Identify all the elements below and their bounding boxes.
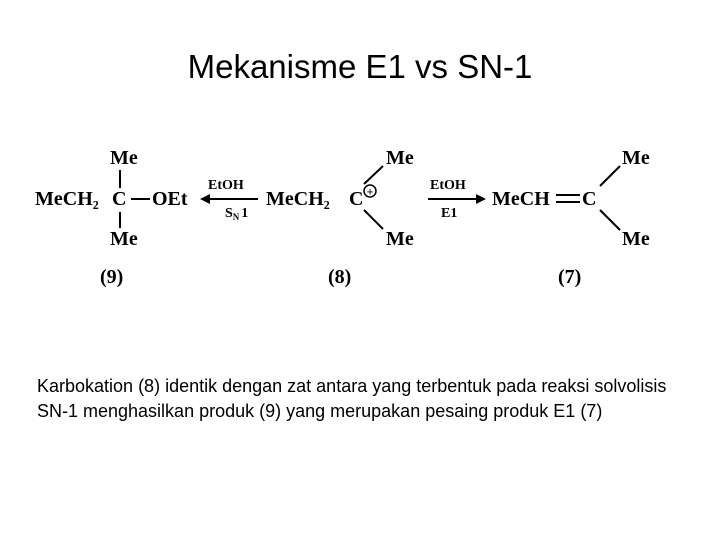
compound-7-upper-me: Me <box>622 147 650 169</box>
compound-9-center-atom: C <box>112 188 127 210</box>
compound-8-lower-bond <box>364 210 383 229</box>
arrow-e1 <box>428 178 486 221</box>
arrow-sn1-condition-n: N <box>232 212 240 222</box>
compound-7-label: (7) <box>558 266 582 288</box>
compound-7-lower-me: Me <box>622 228 650 250</box>
compound-9-bottom-me: Me <box>110 228 138 250</box>
compound-7-center-atom: C <box>582 188 597 210</box>
compound-9-label: (9) <box>100 266 124 288</box>
compound-7 <box>492 147 650 288</box>
arrow-e1-condition: E1 <box>441 206 458 221</box>
arrow-sn1-head <box>200 194 210 204</box>
compound-8-upper-me: Me <box>386 147 414 169</box>
compound-9-left-group: MeCH₂ <box>35 188 99 210</box>
compound-7-lower-bond <box>600 210 620 230</box>
reaction-scheme <box>0 130 720 300</box>
compound-9-right-group: OEt <box>152 188 188 210</box>
compound-7-left-group: MeCH <box>492 188 550 210</box>
slide-title: Mekanisme E1 vs SN-1 <box>187 48 533 85</box>
arrow-sn1-reagent: EtOH <box>208 178 244 193</box>
compound-7-upper-bond <box>600 166 620 186</box>
compound-8-label: (8) <box>328 266 352 288</box>
compound-8-lower-me: Me <box>386 228 414 250</box>
compound-8 <box>266 147 414 288</box>
compound-8-left-group: MeCH₂ <box>266 188 330 210</box>
caption: Karbokation (8) identik dengan zat antara yang terbentuk pada reaksi solvolisis SN-1 menghasilkan produk (9) yang merupakan pesaing produk E1 (7) <box>37 376 667 421</box>
compound-9 <box>35 147 188 288</box>
compound-8-charge: + <box>366 184 374 199</box>
compound-8-upper-bond <box>364 166 383 184</box>
arrow-sn1-condition-1: 1 <box>241 206 249 221</box>
arrow-e1-head <box>476 194 486 204</box>
compound-9-top-me: Me <box>110 147 138 169</box>
arrow-sn1 <box>200 178 258 222</box>
arrow-sn1-condition <box>225 206 248 222</box>
arrow-e1-reagent: EtOH <box>430 178 466 193</box>
arrow-sn1-condition-s: S <box>225 206 233 221</box>
compound-8-center-atom: C <box>349 188 364 210</box>
